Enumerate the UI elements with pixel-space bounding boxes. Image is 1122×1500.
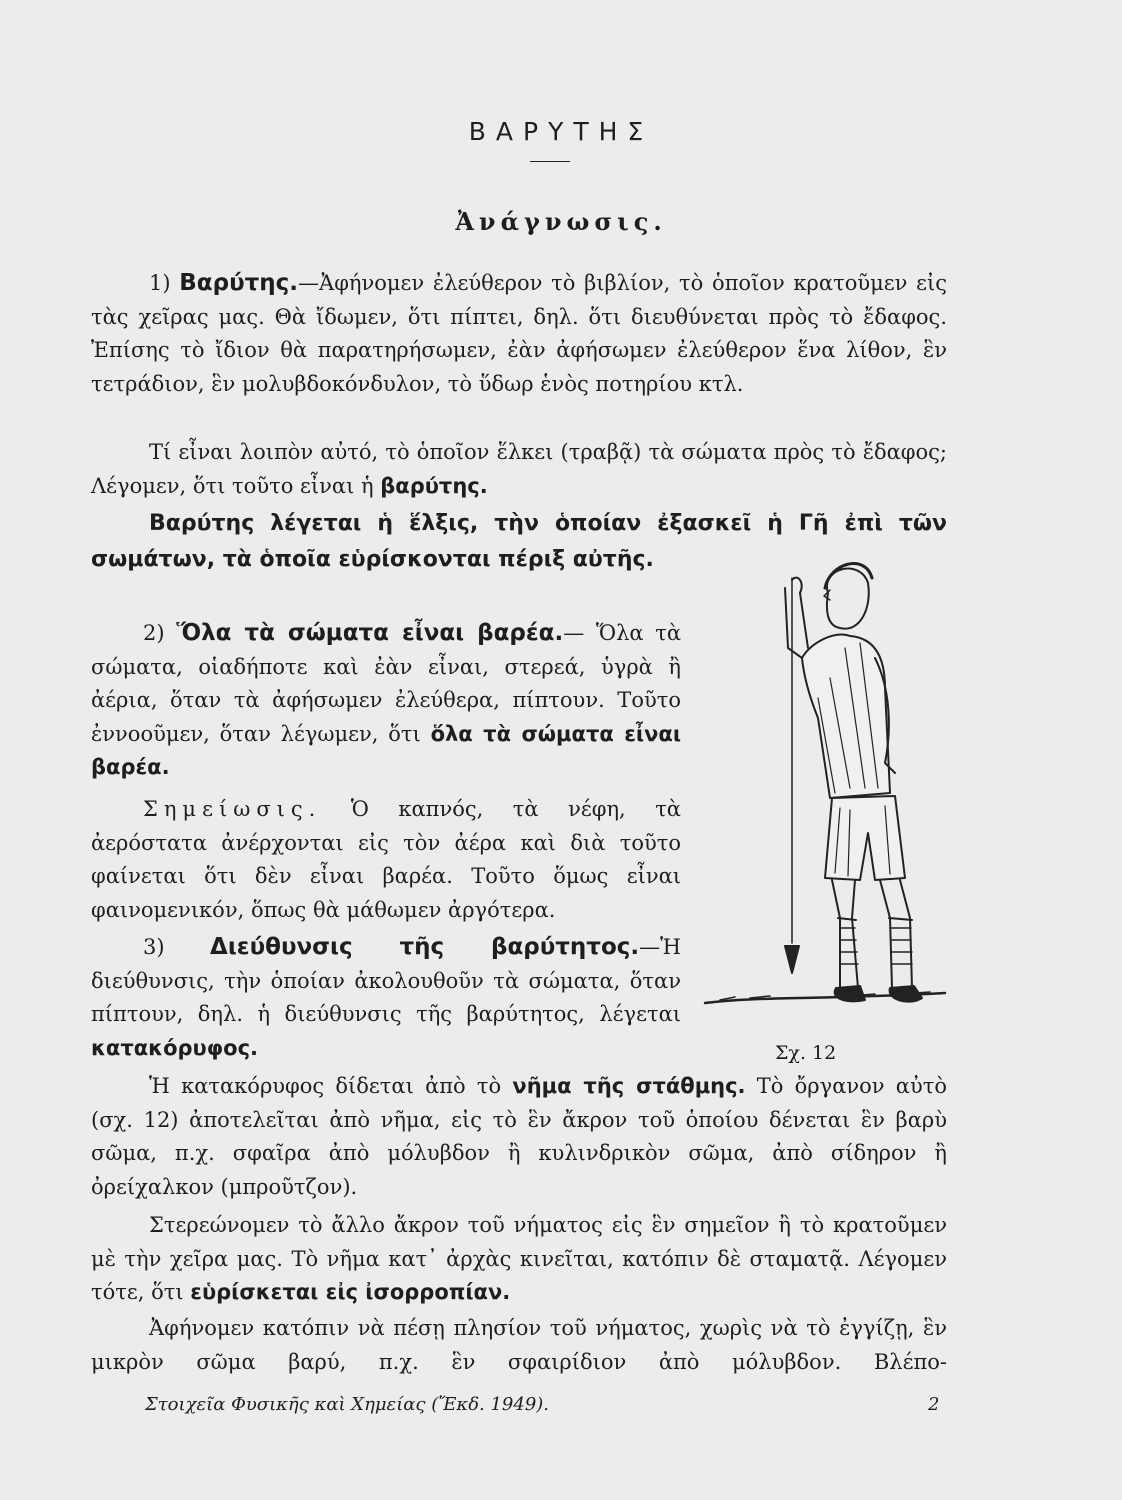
paragraph-text: Τί εἶναι λοιπὸν αὐτό, τὸ ὁποῖον ἕλκει (τραβᾷ) τὰ σώματα πρὸς τὸ ἔδαφος; Λέγομεν, ὅτι τοῦτο εἶναι ἡ [91, 440, 947, 498]
definition-text: Βαρύτης λέγεται ἡ ἕλξις, τὴν ὁποίαν ἐξασκεῖ ἡ Γῆ ἐπὶ τῶν σωμάτων, τὰ ὁποῖα εὑρίσκονται πέριξ αὐτῆς. [91, 511, 947, 572]
paragraph-text: Ἡ κατακόρυφος δίδεται ἀπὸ τὸ [149, 1074, 513, 1098]
page-title: ΒΑΡΥΤΗΣ [468, 117, 654, 146]
bold-term: ὅλα τὰ σώματα εἶναι βαρέα. [91, 721, 681, 780]
paragraph-2 [91, 436, 947, 503]
heading-direction: Διεύθυνσις τῆς βαρύτητος. [210, 934, 640, 960]
bold-term: εὑρίσκεται εἰς ἰσορροπίαν. [190, 1280, 511, 1305]
paragraph-text: Ἀφήνομεν κατόπιν νὰ πέσῃ πλησίον τοῦ νήματος, χωρὶς νὰ τὸ ἐγγίζῃ, ἓν μικρὸν σῶμα βαρύ, π.χ. ἓν σφαιρίδιον ἀπὸ μόλυβδον. Βλέπο- [91, 1316, 947, 1374]
page-number: 2 [928, 1394, 940, 1415]
heading-all-bodies-heavy: Ὅλα τὰ σώματα εἶναι βαρέα. [176, 620, 564, 646]
paragraph-4 [91, 931, 681, 1065]
paragraph-number: 1) [149, 271, 180, 295]
paragraph-number: 3) [143, 935, 211, 959]
paragraph-text: —Ἀφήνομεν ἐλεύθερον τὸ βιβλίον, τὸ ὁποῖον κρατοῦμεν εἰς τὰς χεῖρας μας. Θὰ ἴδωμεν, ὅτι πίπτει, δηλ. ὅτι διευθύνεται πρὸς τὸ ἔδαφος. Ἐπίσης τὸ ἴδιον θὰ παρατηρήσωμεν, ἐὰν ἀφήσωμεν ἐλεύθερον ἕνα λίθον, ἓν τετράδιον, ἓν μολυβδοκόνδυλον, τὸ ὕδωρ ἑνὸς ποτηρίου κτλ. [91, 271, 947, 396]
figure-caption: Σχ. 12 [775, 1042, 837, 1064]
paragraph-6 [91, 1209, 947, 1310]
note [91, 793, 681, 927]
bold-term: νῆμα τῆς στάθμης. [512, 1074, 746, 1098]
paragraph-7 [91, 1312, 947, 1379]
bold-term: βαρύτης. [380, 473, 488, 498]
paragraph-text: — Ὅλα τὰ σώματα, οἱαδήποτε καὶ ἐὰν εἶναι, στερεά, ὑγρὰ ἢ ἀέρια, ὅταν τὰ ἀφήσωμεν ἐλεύθερα, πίπτουν. Τοῦτο ἐννοοῦμεν, ὅταν λέγωμεν, ὅτι [91, 621, 681, 746]
note-text: Ὁ καπνός, τὰ νέφη, τὰ ἀερόστατα ἀνέρχονται εἰς τὸν ἀέρα καὶ διὰ τοῦτο φαίνεται ὅτι δὲν εἶναι βαρέα. Τοῦτο ὅμως εἶναι φαινομενικόν, ὅπως θὰ μάθωμεν ἀργότερα. [91, 797, 681, 922]
paragraph-number: 2) [143, 621, 177, 645]
paragraph-5 [91, 1070, 947, 1204]
heading-gravity: Βαρύτης. [179, 270, 299, 296]
paragraph-text: Στερεώνομεν τὸ ἄλλο ἄκρον τοῦ νήματος εἰς ἓν σημεῖον ἢ τὸ κρατοῦμεν μὲ τὴν χεῖρα μας. Τὸ νῆμα κατ᾽ ἀρχὰς κινεῖται, κατόπιν δὲ σταματᾷ. Λέγομεν τότε, ὅτι [91, 1213, 947, 1305]
paragraph-text-rest: Τὸ ὄργανον αὐτὸ (σχ. 12) ἀποτελεῖται ἀπὸ νῆμα, εἰς τὸ ἓν ἄκρον τοῦ ὁποίου δένεται ἓν βαρὺ σῶμα, π.χ. σφαῖρα ἀπὸ μόλυβδον ἢ κυλινδρικὸν σῶμα, ἀπὸ σίδηρον ἢ ὀρείχαλκον (μπροῦτζον). [91, 1074, 948, 1199]
bold-term: κατακόρυφος. [91, 1035, 259, 1060]
figure-boy-plumb-line [700, 548, 950, 1018]
title-underline [530, 161, 570, 162]
footer-book-title: Στοιχεῖα Φυσικῆς καὶ Χημείας (Ἔκδ. 1949). [145, 1394, 550, 1415]
note-label: Σημείωσις. [143, 797, 322, 821]
paragraph-3 [91, 617, 681, 785]
paragraph-text: —Ἡ διεύθυνσις, τὴν ὁποίαν ἀκολουθοῦν τὰ σώματα, ὅταν πίπτουν, δηλ. ἡ διεύθυνσις τῆς βαρύτητος, λέγεται [91, 935, 681, 1027]
section-subtitle: Ἀνάγνωσις. [455, 207, 667, 236]
paragraph-1 [91, 267, 947, 401]
